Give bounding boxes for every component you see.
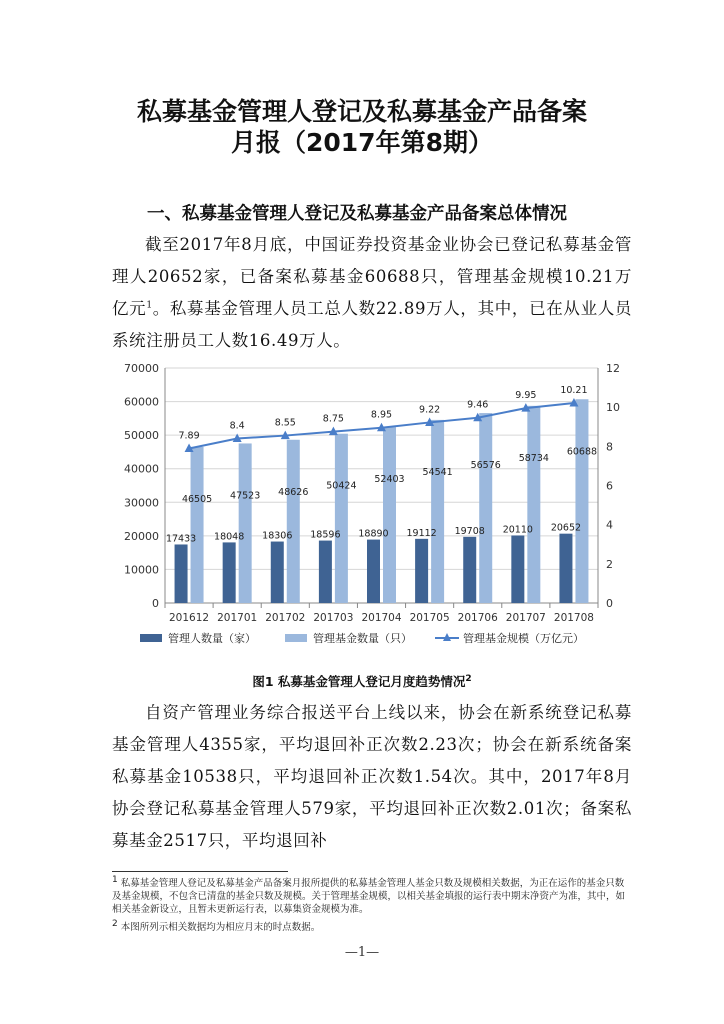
y-right-tick-label: 0 [606, 597, 613, 610]
y-left-tick-label: 60000 [124, 395, 159, 409]
summary-paragraph [112, 229, 632, 357]
footnote-2-mark: 2 [112, 918, 118, 929]
data-label-funds: 48626 [278, 486, 309, 498]
y-left-tick-label: 10000 [124, 563, 159, 577]
data-label-scale: 7.89 [178, 430, 200, 442]
bar-managers [223, 542, 236, 603]
bar-managers [319, 541, 332, 603]
data-label-funds: 56576 [470, 460, 501, 472]
x-tick-label: 201702 [265, 612, 306, 624]
data-label-scale: 8.55 [274, 417, 296, 429]
bar-managers [511, 535, 524, 603]
report-title-line2: 月报（2017年第8期） [231, 128, 493, 157]
footnote-2-text: 本图所列示相关数据均为相应月末的时点数据。 [120, 922, 321, 933]
bar-funds [239, 443, 252, 603]
x-tick-label: 201708 [553, 612, 594, 624]
data-label-managers: 18596 [310, 529, 341, 541]
y-left-tick-label: 40000 [124, 462, 159, 476]
data-label-funds: 52403 [374, 474, 405, 486]
bar-funds [191, 447, 204, 603]
x-tick-label: 201705 [409, 612, 450, 624]
y-right-tick-label: 2 [606, 557, 613, 571]
data-label-funds: 50424 [326, 480, 357, 492]
legend-label: 管理基金数量（只） [313, 632, 412, 645]
y-left-tick-label: 70000 [124, 362, 159, 375]
summary-text-b: 。私募基金管理人员工总人数22.89万人，其中，已在从业人员系统注册员工人数16.49万人。 [112, 299, 632, 350]
figure-caption-text: 图1 私募基金管理人登记月度趋势情况 [252, 674, 466, 689]
report-title-line1: 私募基金管理人登记及私募基金产品备案 [136, 97, 587, 126]
bar-funds [575, 399, 588, 603]
y-right-tick-label: 4 [606, 518, 613, 532]
data-label-managers: 18890 [358, 528, 389, 540]
body-paragraph-2: 自资产管理业务综合报送平台上线以来，协会在新系统登记私募基金管理人4355家，平均退回补正次数2.23次；协会在新系统备案私募基金10538只，平均退回补正次数1.54次。其中，2017年8月协会登记私募基金管理人579家，平均退回补正次数2.01次；备案私募基金2517只，平均退回补 [112, 703, 632, 850]
footnote-1 [112, 874, 632, 916]
data-label-managers: 20110 [502, 524, 533, 536]
y-right-tick-label: 12 [606, 362, 620, 375]
y-right-tick-label: 8 [606, 440, 613, 454]
data-label-managers: 18048 [214, 531, 245, 543]
x-tick-label: 201704 [361, 612, 402, 624]
x-tick-label: 201706 [457, 612, 498, 624]
bar-funds [431, 420, 444, 603]
data-label-managers: 19708 [454, 525, 485, 537]
footnote-2 [112, 918, 632, 934]
bar-managers [559, 534, 572, 603]
data-label-scale: 9.95 [515, 390, 537, 402]
figure-caption [0, 672, 724, 690]
data-label-scale: 8.4 [229, 420, 245, 432]
bar-managers [367, 540, 380, 603]
summary-text-a: 截至2017年8月底，中国证券投资基金业协会已登记私募基金管理人20652家，已备案私募基金60688只，管理基金规模10.21万亿元 [112, 235, 632, 318]
bar-funds [527, 406, 540, 603]
section-heading: 一、私募基金管理人登记及私募基金产品备案总体情况 [147, 204, 567, 224]
bar-managers [175, 544, 188, 603]
footnote-1-text: 私募基金管理人登记及私募基金产品备案月报所提供的私募基金管理人基金只数及规模相关数据，为正在运作的基金只数及基金规模，不包含已清盘的基金只数及规模。关于管理基金规模，以相关基金填报的运行表中期末净资产为准，其中，如相关基金新设立，且暂未更新运行表，以募集资金规模为准。 [112, 878, 626, 915]
y-left-tick-label: 20000 [124, 529, 159, 543]
y-left-tick-label: 50000 [124, 429, 159, 443]
y-left-tick-label: 30000 [124, 496, 159, 510]
x-tick-label: 201703 [313, 612, 354, 624]
data-label-funds: 54541 [422, 466, 453, 478]
footnote-divider [112, 871, 288, 872]
data-label-managers: 20652 [550, 522, 582, 534]
x-tick-label: 201701 [217, 612, 258, 624]
legend-label: 管理基金规模（万亿元） [463, 632, 584, 645]
data-label-scale: 10.21 [560, 385, 588, 397]
bar-funds [287, 440, 300, 603]
x-tick-label: 201612 [169, 612, 210, 624]
y-left-tick-label: 0 [152, 597, 159, 610]
y-right-tick-label: 10 [606, 401, 620, 415]
page-number: —1— [344, 945, 380, 960]
bar-funds [383, 427, 396, 603]
data-label-managers: 17433 [165, 533, 197, 545]
legend-label: 管理人数量（家） [168, 632, 256, 645]
data-label-funds: 47523 [230, 490, 261, 502]
footnote-1-mark: 1 [112, 874, 118, 885]
footnote-ref-1: 1 [146, 300, 153, 311]
data-label-scale: 8.95 [370, 409, 393, 421]
bar-funds [479, 413, 492, 603]
bar-managers [463, 537, 476, 603]
data-label-scale: 8.75 [322, 413, 344, 425]
x-tick-label: 201707 [505, 612, 546, 624]
data-label-managers: 18306 [262, 530, 293, 542]
data-label-managers: 19112 [406, 527, 437, 539]
bar-managers [415, 539, 428, 603]
data-label-funds: 46505 [181, 493, 213, 505]
bar-managers [271, 542, 284, 603]
data-label-funds: 58734 [518, 452, 549, 464]
data-label-funds: 60688 [566, 446, 598, 458]
data-label-scale: 9.46 [467, 399, 489, 411]
y-right-tick-label: 6 [606, 479, 613, 493]
footnote-ref-2: 2 [465, 673, 472, 684]
legend-swatch [140, 634, 162, 642]
trend-chart [110, 358, 640, 658]
data-label-scale: 9.22 [419, 404, 441, 416]
chart-legend [140, 631, 584, 645]
legend-swatch [285, 634, 307, 642]
bar-funds [335, 434, 348, 603]
